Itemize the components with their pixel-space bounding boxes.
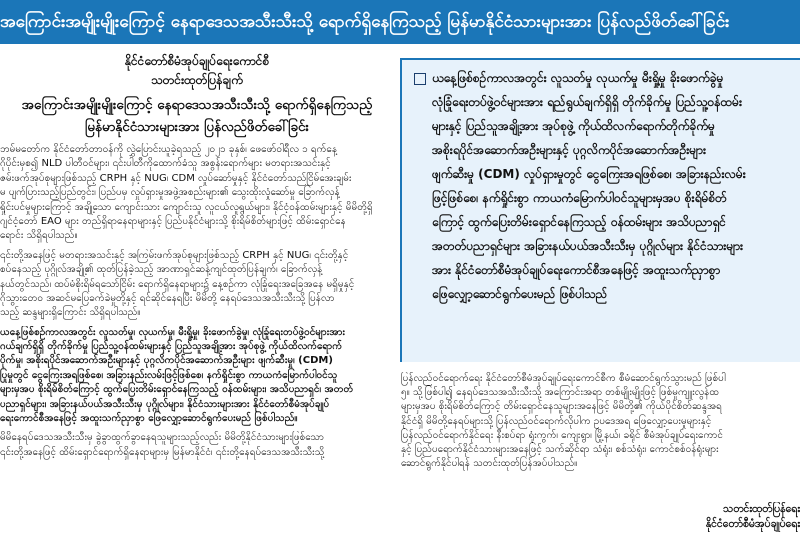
callout-line: ဖျက်ဆီးမှု (CDM) လှုပ်ရှားမှုတွင် ငွေကြေးအရဖြစ်စေ၊ အခြားနည်းလမ်း <box>432 167 746 181</box>
document-type: သတင်းထုတ်ပြန်ချက် <box>151 73 243 87</box>
signature-block <box>660 502 800 532</box>
text-line: ၅။ သို့ဖြစ်ပါ၍ နေရပ်ဒေသအသီးသီးသို့ အကြောင်းအရာ တစ်မျိုးမျိုးဖြင့် ဖြစ်မှုကျူးလွန်ထ <box>401 387 719 399</box>
text-line: မ ပျက်ပြားသည့်ပြည်တွင်း၊ ပြည်ပမှ လှုပ်ရှားမှုအဖွဲ့အစည်းများ၏ သွေးထိုးလှုံဆော်မှု ခြောက်လှန့် <box>0 187 340 199</box>
text-line: ဆောင်ရွက်နိုင်ပါရန် သတင်းထုတ်ပြန်အပ်ပါသည်။ <box>401 458 578 470</box>
text-line: ရေးကောင်စီအနေဖြင့် အထူးသက်ညှာစွာ ဖြေလျှော့ဆောင်ရွက်ပေးမည် ဖြစ်ပါသည်။ <box>0 413 298 425</box>
text-line: စပ်နေသည့် ပုဂ္ဂိုလ်အချို့၏ ထုတ်ပြန်ခဲ့သည့် အာဏာရှင်ဆန့်ကျင်ထုတ်ပြန်ချက်၊ ခြောက်လှန့် <box>0 264 323 276</box>
text-line: သည့် ဆန္ဒများရှိကြောင်း သိရှိရပါသည်။ <box>0 307 141 319</box>
text-line: များမှအပ စိုးရိမ်စိတ်ကြောင့် ထွက်ပြေးတိမ်းရှောင်နေကြသည့် ဝန်ထမ်းများ၊ အသိပညာရှင်၊ အတတ် <box>0 384 354 396</box>
signature-line-1: သတင်းထုတ်ပြန်ရေး <box>723 503 800 515</box>
text-line: ၎င်းတို့အနေဖြင့် ထိမ်းရှောင်ရောက်ရှိနေရာများမှ မြန်မာနိုင်ငံ၊ ၎င်းတို့နေရပ်ဒေသအသီးသီးသို့ <box>0 446 325 458</box>
issuer-name: နိုင်ငံတော်စီမံအုပ်ချုပ်ရေးကောင်စီ <box>124 54 270 68</box>
paragraph-1 <box>0 143 394 244</box>
text-line: ဂိုသွား၀ော၀ အဆင်မပြေခက်ခဲမှုတို့နှင့် ရင်ဆိုင်နေရပြီး မိမိတို့ နေရပ်ဒေသအသီးသီးသို့ ပြန်လာ <box>0 292 335 304</box>
text-line: နယ်တွင်သည်၊ ထပ်မံစိုးရိမ်ရသော်ငြိမ်း ရောက်ရှိနေရာများ၌ နေ့စဉ်ကာ လုံခြုံရေးအခြေအနေ မရှိမှုနှင့် <box>0 278 355 290</box>
text-line: နိုင်ငံရှိ မိမိတို့နေရပ်များသို့ ပြန်လည်ဝင်ရောက်လိုပါက ဥပဒေအရ ဖြေလျှော့ပေးမှုများနှင့် <box>401 415 712 427</box>
highlight-callout-box <box>400 58 800 362</box>
paragraph-4 <box>0 431 394 460</box>
callout-line: ယနေ့ဖြစ်စဉ်ကာလအတွင်း လူသတ်မှု လုယက်မှု မီးရှို့မှု ခိုးဖောက်ခွဲမှု <box>432 71 724 85</box>
callout-line: အား နိုင်ငံတော်စီမံအုပ်ချုပ်ရေးကောင်စီအနေဖြင့် အထူးသက်ညှာစွာ <box>432 263 721 277</box>
signature-line-2: နိုင်ငံတော်စီမံအုပ်ချုပ်ရေး <box>705 518 800 530</box>
subject-line-2: မြန်မာနိုင်ငံသားများအား ပြန်လည်ဖိတ်ခေါ်ခြင်း <box>85 119 309 135</box>
text-line: နှင့် ပြည်ပရောက်နိုင်ငံသားများအနေဖြင့် သက်ဆိုင်ရာ သံရုံး၊ စစ်သံရုံး၊ ကောင်စစ်ဝန်ရုံးများ <box>401 443 719 455</box>
statement-left-column <box>0 52 394 550</box>
headline-title: အကြောင်းအမျိုးမျိုးကြောင့် နေရာဒေသအသီးသီးသို့ ရောက်ရှိနေကြသည့် မြန်မာနိုင်ငံသားများအား ပြန်လည်ဖိတ်ခေါ်ခြင်း <box>0 12 730 32</box>
paragraph-3-highlight <box>0 326 394 427</box>
text-line: ပြန်လည်ဝင်ရောက်နိုင်ရေး နီးစပ်ရာ ရုံးကွက်၊ ကျေးရွာ၊ မြို့နယ်၊ ခရိုင် စီမံအုပ်ချုပ်ရေးကောင် <box>401 429 723 441</box>
text-line: ဂျင်ငံ့တော် EAO များ တည်ရှိရာနေရာများနှင့် ပြည်ပနိုင်ငံများသို့ စိုးရိမ်စိတ်များဖြင့် ထိမ်းရှောင်နေ <box>0 215 346 227</box>
text-line: များမှအပ စိုးရိမ်စိတ်ကြောင့် တိမ်းရှောင်နေသူများအနေဖြင့် မိမိတို့၏ ကိုယ်ပိုင်စိတ်ဆန္ဒအရ <box>401 401 722 413</box>
headline-banner <box>0 0 800 44</box>
text-line: ဂိုပိုင်းမှစ၍ NLD ပါတီဝင်များ၊ ၎င်းပါတီကိုထောက်ခံသူ အစွန်းရောက်များ မတရားအသင်းနှင့် <box>0 158 331 170</box>
callout-line: ဖြေလျှော့ဆောင်ရွက်ပေးမည် ဖြစ်ပါသည် <box>432 287 608 301</box>
text-line: ပိုက်မှု၊ အစိုးရပိုင်အဆောက်အဦးများနှင့် ပုဂ္ဂလိကပိုင်အဆောက်အဦးများ ဖျက်ဆီးမှု၊ (CDM) <box>0 355 333 367</box>
callout-line: အစိုးရပိုင်အဆောက်အဦးများနှင့် ပုဂ္ဂလိကပိုင်အဆောက်အဦးများ <box>432 143 707 157</box>
text-line: ယနေ့ဖြစ်စဉ်ကာလအတွင်း လူသတ်မှု၊ လုယက်မှု၊ မီးရှို့မှု၊ ခိုးဖောက်ခွဲမှု၊ လုံခြုံရေးတပ်ဖွဲ့ဝင်များအား <box>0 326 346 338</box>
callout-text <box>414 66 746 306</box>
text-line: ပြန်လည်ဝင်ရောက်ရေး နိုင်ငံတော်စီမံအုပ်ချုပ်ရေးကောင်စီက စီမံဆောင်ရွက်သွားမည် ဖြစ်ပါ <box>401 373 726 384</box>
text-line: ဂယ်ချက်ရှိရှိ တိုက်ခိုက်မှု ပြည်သူ့ဝန်ထမ်းများနှင့် ပြည်သူအချို့အား အုပ်စုဖွဲ့ ကိုယ်ထိလက်ရောက် <box>0 341 343 353</box>
text-line: ရောင်း သိရှိရပါသည်။ <box>0 230 78 242</box>
text-line: ပြုမှုတွင် ငွေကြေးအရဖြစ်စေ၊ အခြားနည်းလမ်းဖြင့်ဖြစ်စေ၊ နက်ရှိုင်းစွာ ကာယကံမြောက်ပါဝင်သူ <box>0 369 338 381</box>
text-line: ရှိုင်းပင်မှုများကြောင့် အချို့သော ကျောင်းသား ကျောင်းသူ လူငယ်လူရွယ်များ၊ နိုင်ငံ့ဝန်ထမ်းများနှင့် မိမိတို့ရှိ <box>0 201 373 213</box>
callout-line: ဖြင့်ဖြစ်စေ၊ နက်ရှိုင်းစွာ ကာယကံမြောက်ပါဝင်သူများမှအပ စိုးရိမ်စိတ် <box>432 191 727 205</box>
text-line: ပညာရှင်များ၊ အခြားနယ်ပယ်အသီးသီးမှ ပုဂ္ဂိုလ်များ၊ နိုင်ငံသားများအား နိုင်ငံတော်စီမံအုပ်ချုပ် <box>0 398 330 410</box>
text-line: ၎င်းတို့အနေဖြင့် မတရားအသင်းနှင့် အကြမ်းဖက်အုပ်စုများဖြစ်သည့် CRPH နှင့် NUG၊ ၎င်းတို့နှင့် <box>0 249 349 261</box>
checkbox-bullet-icon <box>414 73 426 85</box>
text-line: ဇမ်းဖက်အုပ်စုများဖြစ်သည့် CRPH နှင့် NUG၊ CDM လှုပ်ဆော်မှုနှင့် နိုင်ငံတော်သည်ငြိမ်အေးချမ်း <box>0 172 352 184</box>
paragraph-2 <box>0 249 394 321</box>
callout-line: အတတ်ပညာရှင်များ အခြားနယ်ပယ်အသီးသီးမှ ပုဂ္ဂိုလ်များ နိုင်ငံသားများ <box>432 239 744 253</box>
text-line: ဘမ်မတော်က နိုင်ငံတော်တာဝန်ကို လွှဲပြောင်းယူခဲ့ရသည့် ၂၀၂၁ ခုနှစ်၊ ဖေဖော်ဝါရီလ ၁ ရက်နေ့ <box>0 144 338 155</box>
callout-line: ကြောင့် ထွက်ပြေးတိမ်းရှောင်နေကြသည့် ဝန်ထမ်းများ အသိပညာရှင် <box>432 215 726 229</box>
statement-right-body <box>401 372 800 471</box>
subject-line-1: အကြောင်းအမျိုးမျိုးကြောင့် နေရာဒေသအသီးသီးသို့ ရောက်ရှိနေကြသည့် <box>21 97 373 113</box>
text-line: မိမိနေရပ်ဒေသအသီးသီးမှ ခွဲခွာထွက်ခွာနေရသူများသည့်လည်း မိမိတို့နိုင်ငံသားများဖြစ်သော <box>0 432 325 444</box>
callout-line: လုံခြုံရေးတပ်ဖွဲ့ဝင်များအား ရည်ရွယ်ချက်ရှိရှိ တိုက်ခိုက်မှု ပြည်သူ့ဝန်ထမ်း <box>432 95 743 109</box>
callout-line: များနှင့် ပြည်သူအချို့အား အုပ်စုဖွဲ့ ကိုယ်ထိလက်ရောက်တိုက်ခိုက်မှု <box>432 119 715 133</box>
